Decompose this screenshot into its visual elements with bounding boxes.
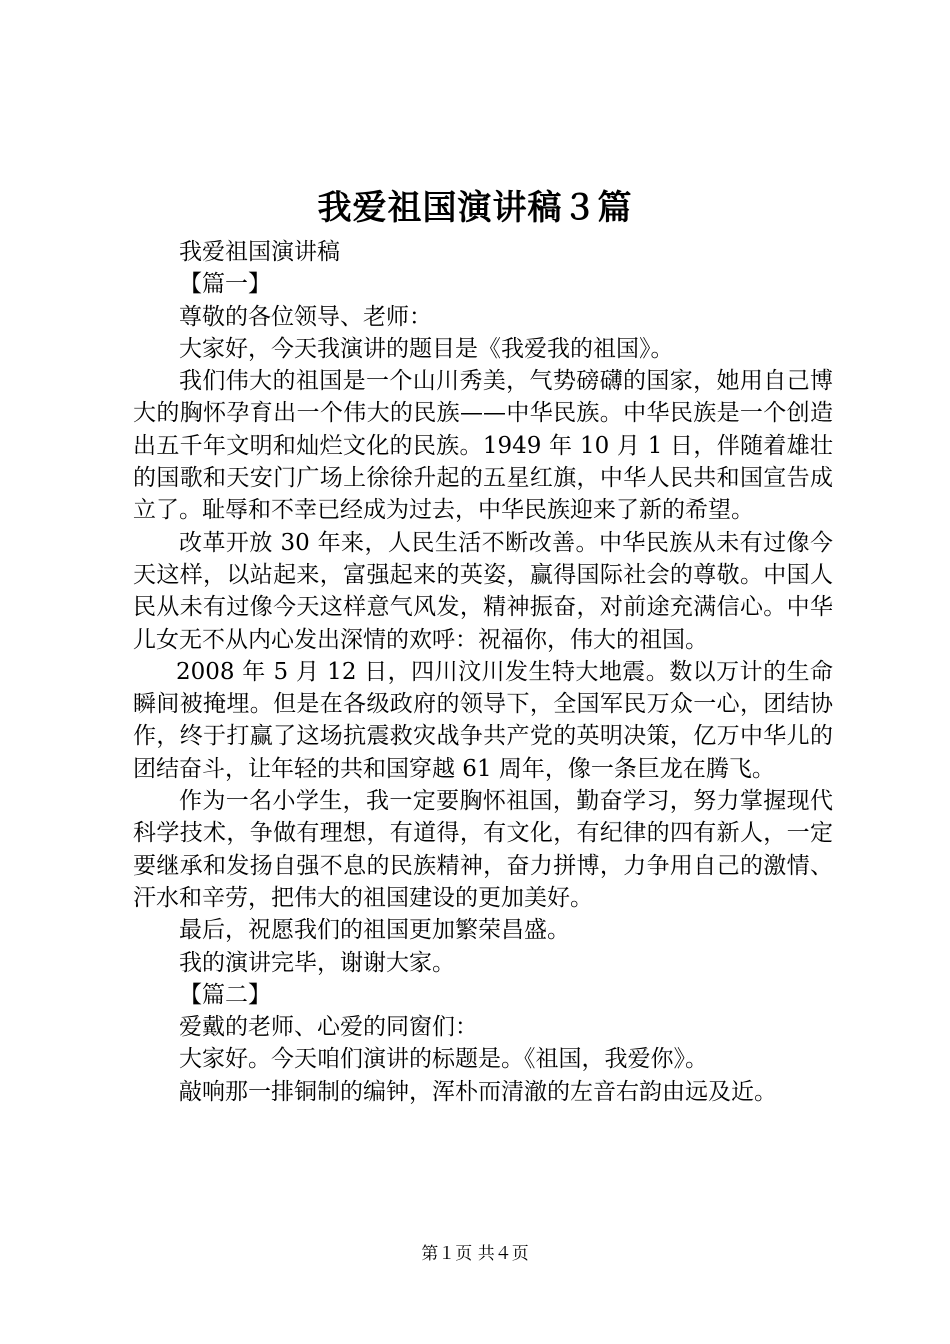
paragraph-greeting-1: 大家好，今天我演讲的题目是《我爱我的祖国》。	[179, 335, 674, 362]
paragraph-body: 敲响那一排铜制的编钟，浑朴而清澈的左音右韵由远及近。	[179, 1078, 777, 1105]
paragraph-salutation-1: 尊敬的各位领导、老师：	[179, 303, 432, 330]
paragraph-body: 作为一名小学生，我一定要胸怀祖国，勤奋学习，努力掌握现代科学技术，争做有理想，有道得，有文化，有纪律的四有新人，一定要继承和发扬自强不息的民族精神，奋力拼博，力争用自己的激情、汗水和辛劳，把伟大的祖国建设的更加美好。	[133, 788, 833, 911]
paragraph-salutation-2: 爱戴的老师、心爱的同窗们：	[179, 1014, 478, 1041]
paragraph-wish: 最后，祝愿我们的祖国更加繁荣昌盛。	[179, 917, 570, 944]
document-title: 我爱祖国演讲稿３篇	[317, 188, 633, 228]
paragraph-body: 改革开放 30 年来，人民生活不断改善。中华民族从未有过像今天这样，以站起来，富强起来的英姿，赢得国际社会的尊敬。中国人民从未有过像今天这样意气风发，精神振奋，对前途充满信心。中华儿女无不从内心发出深情的欢呼：祝福你，伟大的祖国。	[133, 529, 833, 653]
paragraph-body: 我们伟大的祖国是一个山川秀美，气势磅礴的国家，她用自己博大的胸怀孕育出一个伟大的民族——中华民族。中华民族是一个创造出五千年文明和灿烂文化的民族。1949 年 10 月 1 日，伴随着雄壮的国歌和天安门广场上徐徐升起的五星红旗，中华人民共和国宣告成立了。耻辱和不幸已经成为过去，中华民族迎来了新的希望。	[133, 368, 833, 524]
paragraph-body: 2008 年 5 月 12 日，四川汶川发生特大地震。数以万计的生命瞬间被掩埋。但是在各级政府的领导下，全国军民万众一心，团结协作，终于打赢了这场抗震救灾战争共产党的英明决策，亿万中华儿的团结奋斗，让年轻的共和国穿越 61 周年，像一条巨龙在腾飞。	[133, 658, 833, 782]
document-body	[133, 236, 833, 1108]
paragraph-greeting-2: 大家好。今天咱们演讲的标题是。《祖国，我爱你》。	[179, 1046, 708, 1073]
paragraph-closing: 我的演讲完毕，谢谢大家。	[179, 949, 455, 976]
paragraph-subtitle: 我爱祖国演讲稿	[179, 239, 340, 265]
page-footer: 第１页 共４页	[421, 1244, 529, 1264]
paragraph-section-1: 【篇一】	[179, 271, 271, 298]
paragraph-section-2: 【篇二】	[179, 981, 271, 1008]
